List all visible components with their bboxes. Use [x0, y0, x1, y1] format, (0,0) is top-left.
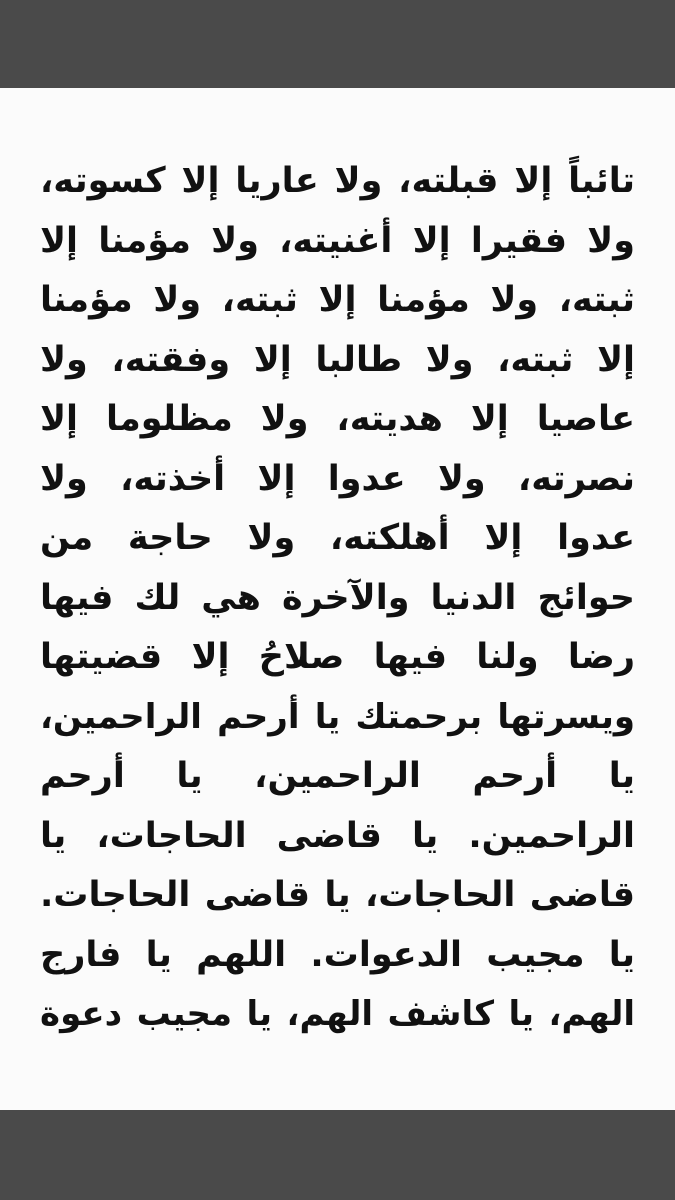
text-line: إلا ثبته، ولا طالبا إلا وفقته، ولا — [40, 339, 635, 380]
text-line: يا أرحم الراحمين، يا أرحم — [40, 756, 635, 796]
text-line: عاصيا إلا هديته، ولا مظلوما إلا — [40, 399, 635, 439]
text-line: نصرته، ولا عدوا إلا أخذته، ولا — [40, 458, 635, 499]
text-line: قاضى الحاجات، يا قاضى الحاجات. — [40, 875, 635, 915]
text-line: الهم، يا كاشف الهم، يا مجيب دعوة — [40, 994, 635, 1034]
text-line: رضا ولنا فيها صلاحُ إلا قضيتها — [40, 637, 635, 677]
text-line: الراحمين. يا قاضى الحاجات، يا — [40, 815, 635, 856]
text-line: ولا فقيرا إلا أغنيته، ولا مؤمنا إلا — [40, 220, 635, 261]
text-line: ويسرتها برحمتك يا أرحم الراحمين، — [40, 696, 635, 737]
text-line: حوائج الدنيا والآخرة هي لك فيها — [40, 577, 635, 618]
text-line: تائباً إلا قبلته، ولا عاريا إلا كسوته، — [40, 161, 635, 201]
text-line: يا مجيب الدعوات. اللهم يا فارج — [40, 934, 635, 975]
text-line: عدوا إلا أهلكته، ولا حاجة من — [40, 518, 635, 558]
top-bar — [0, 0, 675, 88]
text-line: ثبته، ولا مؤمنا إلا ثبته، ولا مؤمنا — [40, 280, 635, 320]
bottom-bar — [0, 1110, 675, 1200]
document-page — [0, 88, 675, 1110]
prayer-text — [40, 152, 635, 1045]
